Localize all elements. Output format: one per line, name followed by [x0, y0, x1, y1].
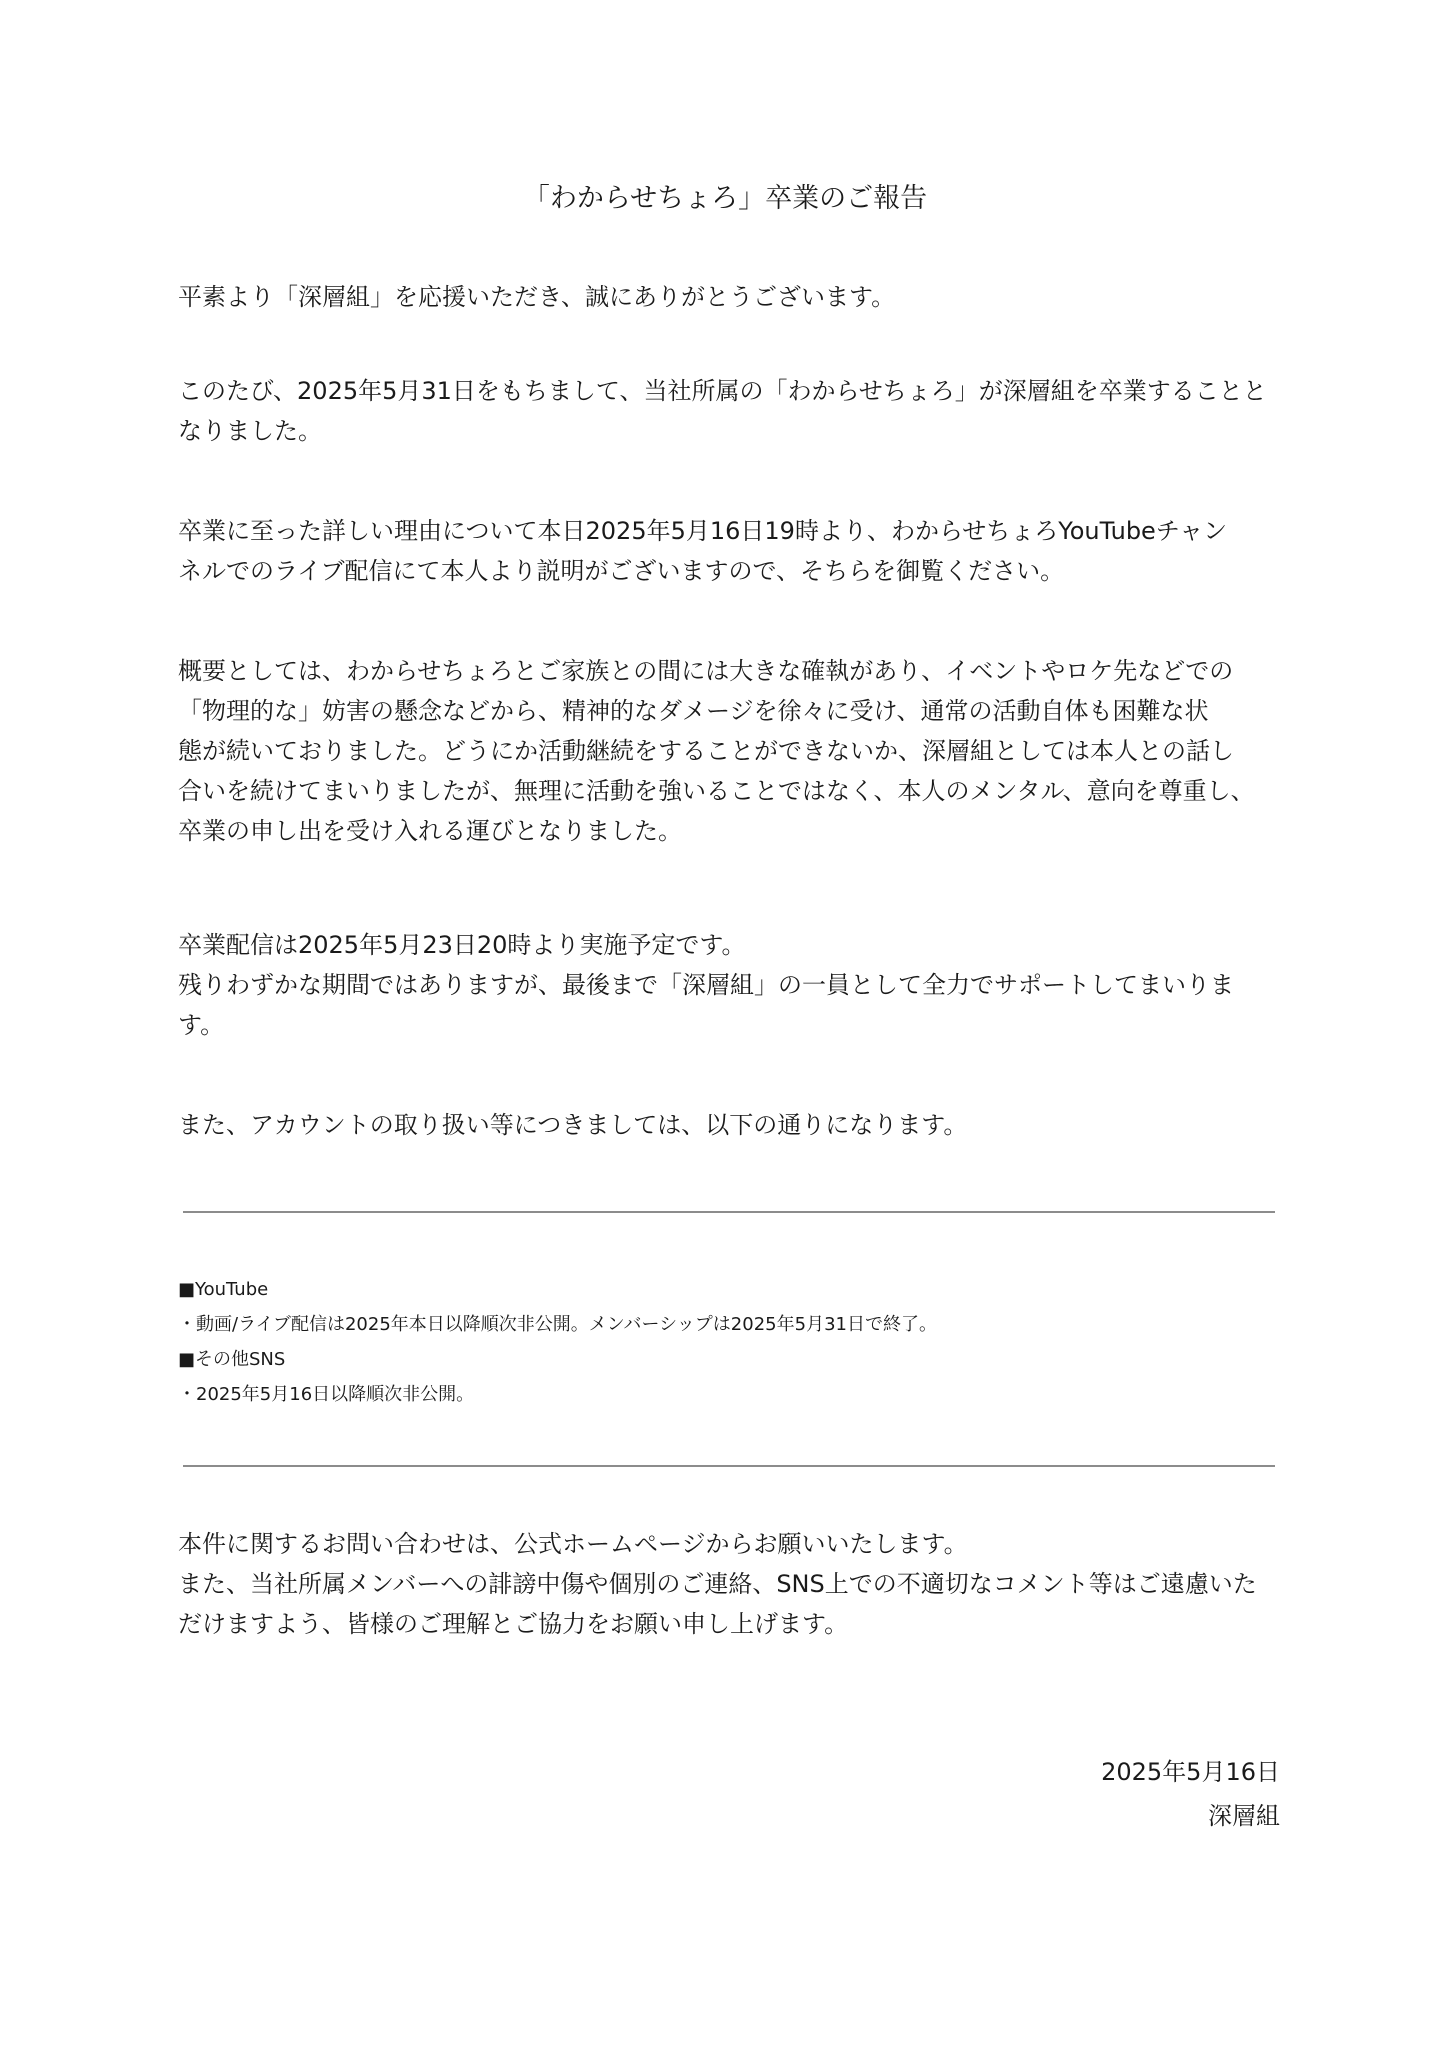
- paragraph-line: ネルでのライブ配信にて本人より説明がございますので、そちらを御覧ください。: [178, 557, 1065, 585]
- signature-block: [1101, 1750, 1280, 1838]
- notes-heading-other-sns: ■その他SNS: [178, 1349, 286, 1370]
- summary-paragraph: [178, 651, 1288, 851]
- paragraph-line: だけますよう、皆様のご理解とご協力をお願い申し上げます。: [178, 1610, 849, 1638]
- paragraph-line: 「物理的な」妨害の懸念などから、精神的なダメージを徐々に受け、通常の活動自体も困難な状: [178, 697, 1209, 725]
- signature-date: 2025年5月16日: [1101, 1758, 1280, 1786]
- paragraph-line: 平素より「深層組」を応援いただき、誠にありがとうございます。: [178, 283, 896, 311]
- document-title: 「わからせちょろ」卒業のご報告: [522, 183, 928, 214]
- paragraph-line: 卒業の申し出を受け入れる運びとなりました。: [178, 817, 682, 845]
- notes-heading-youtube: ■YouTube: [178, 1279, 269, 1300]
- account-handling-paragraph: [178, 1105, 1288, 1145]
- signature-organization: 深層組: [1208, 1802, 1280, 1830]
- notes-item-other-sns: ・2025年5月16日以降順次非公開。: [178, 1384, 475, 1405]
- paragraph-line: また、アカウントの取り扱い等につきましては、以下の通りになります。: [178, 1111, 968, 1139]
- paragraph-line: 卒業に至った詳しい理由について本日2025年5月16日19時より、わからせちょろYouTubeチャン: [178, 517, 1228, 545]
- paragraph-line: す。: [178, 1011, 225, 1039]
- notes-item-youtube: ・動画/ライブ配信は2025年本日以降順次非公開。メンバーシップは2025年5月31日で終了。: [178, 1314, 937, 1335]
- paragraph-line: 残りわずかな期間ではありますが、最後まで「深層組」の一員として全力でサポートしてまいりま: [178, 971, 1234, 999]
- paragraph-line: なりました。: [178, 417, 322, 445]
- greeting-paragraph: [178, 277, 1288, 317]
- divider-bottom: [183, 1465, 1275, 1467]
- paragraph-line: 合いを続けてまいりましたが、無理に活動を強いることではなく、本人のメンタル、意向を尊重し、: [178, 777, 1255, 805]
- reason-stream-paragraph: [178, 511, 1288, 591]
- account-notes: [178, 1272, 1278, 1412]
- inquiry-paragraph: [178, 1524, 1288, 1644]
- paragraph-line: 卒業配信は2025年5月23日20時より実施予定です。: [178, 931, 746, 959]
- paragraph-line: 態が続いておりました。どうにか活動継続をすることができないか、深層組としては本人との話し: [178, 737, 1234, 765]
- divider-top: [183, 1211, 1275, 1213]
- graduation-date-paragraph: [178, 371, 1288, 451]
- graduation-stream-paragraph: [178, 925, 1288, 1045]
- paragraph-line: このたび、2025年5月31日をもちまして、当社所属の「わからせちょろ」が深層組を卒業することと: [178, 377, 1267, 405]
- paragraph-line: また、当社所属メンバーへの誹謗中傷や個別のご連絡、SNS上での不適切なコメント等はご遠慮いた: [178, 1570, 1257, 1598]
- paragraph-line: 本件に関するお問い合わせは、公式ホームページからお願いいたします。: [178, 1530, 968, 1558]
- paragraph-line: 概要としては、わからせちょろとご家族との間には大きな確執があり、イベントやロケ先などでの: [178, 657, 1234, 685]
